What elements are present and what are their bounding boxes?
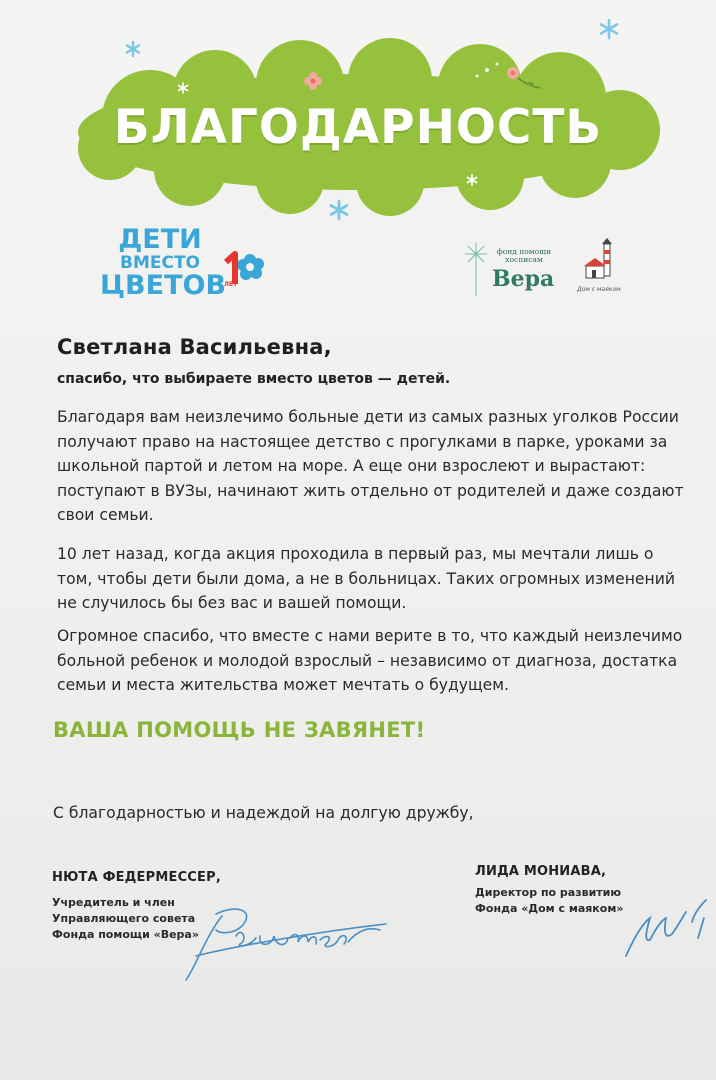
page-title: БЛАГОДАРНОСТЬ	[113, 100, 603, 155]
role-line: Директор по развитию	[475, 886, 622, 899]
flower-icon	[302, 70, 324, 92]
partner-logos	[462, 238, 632, 302]
snowflake-icon	[124, 40, 142, 58]
anniversary-word: ЛЕТ	[224, 281, 238, 288]
logo-text	[100, 224, 227, 301]
dandelion-icon	[462, 242, 492, 298]
recipient-name: Светлана Васильевна,	[57, 335, 332, 359]
signatory-name: ЛИДА МОНИАВА,	[475, 864, 607, 879]
role-line: Фонда помощи «Вера»	[52, 928, 199, 941]
anniversary-badge	[218, 246, 268, 288]
paragraph-1: Благодаря вам неизлечимо больные дети из самых разных уголков России получают право на настоящее детство с прогулками в парке, уроками за школьной партой и летом на море. А еще они взрослеют и вырастают: поступают в ВУЗы, начинают жить отдельно от родителей и даже создают свои семьи.	[57, 408, 684, 524]
paragraph-2: 10 лет назад, когда акция проходила в первый раз, мы мечтали лишь о том, чтобы дети были дома, а не в больницах. Таких огромных изменений не случилось бы без вас и вашей помощи.	[57, 545, 675, 612]
role-line: Учредитель и член	[52, 896, 175, 909]
deti-vmesto-tsvetov-logo	[100, 226, 270, 306]
snowflake-icon	[327, 198, 351, 222]
logo-line-3: ЦВЕТОВ	[100, 270, 227, 301]
vera-logo-name: Вера	[492, 266, 555, 292]
closing-line: С благодарностью и надеждой на долгую дружбу,	[53, 804, 474, 822]
letter-subtitle: спасибо, что выбираете вместо цветов — детей.	[57, 371, 451, 387]
snowflake-icon	[177, 82, 189, 94]
vera-fund-line-2: хосписам	[505, 255, 543, 264]
handwritten-signature-1	[176, 896, 391, 986]
slogan: ВАША ПОМОЩЬ НЕ ЗАВЯНЕТ!	[53, 718, 426, 742]
snowflake-icon	[598, 18, 620, 40]
paragraph-3: Огромное спасибо, что вместе с нами верите в то, что каждый неизлечимо больной ребенок и молодой взрослый – независимо от диагноза, достатка семьи и места жительства может мечтать о будущем.	[57, 627, 683, 694]
role-line: Управляющего совета	[52, 912, 196, 925]
logo-line-2: ВМЕСТО	[119, 253, 200, 273]
vera-fund-label	[494, 248, 554, 264]
role-line: Фонда «Дом с маяком»	[475, 902, 624, 915]
vera-fund-line-1: фонд помощи	[496, 247, 552, 256]
signatory-name: НЮТА ФЕДЕРМЕССЕР,	[52, 870, 221, 885]
dom-s-mayakom-label: Дом с маяком	[577, 286, 621, 293]
handwritten-signature-2	[620, 888, 715, 968]
logo-line-1: ДЕТИ	[118, 224, 202, 255]
lighthouse-icon	[582, 238, 622, 286]
snowflake-icon	[466, 174, 478, 186]
